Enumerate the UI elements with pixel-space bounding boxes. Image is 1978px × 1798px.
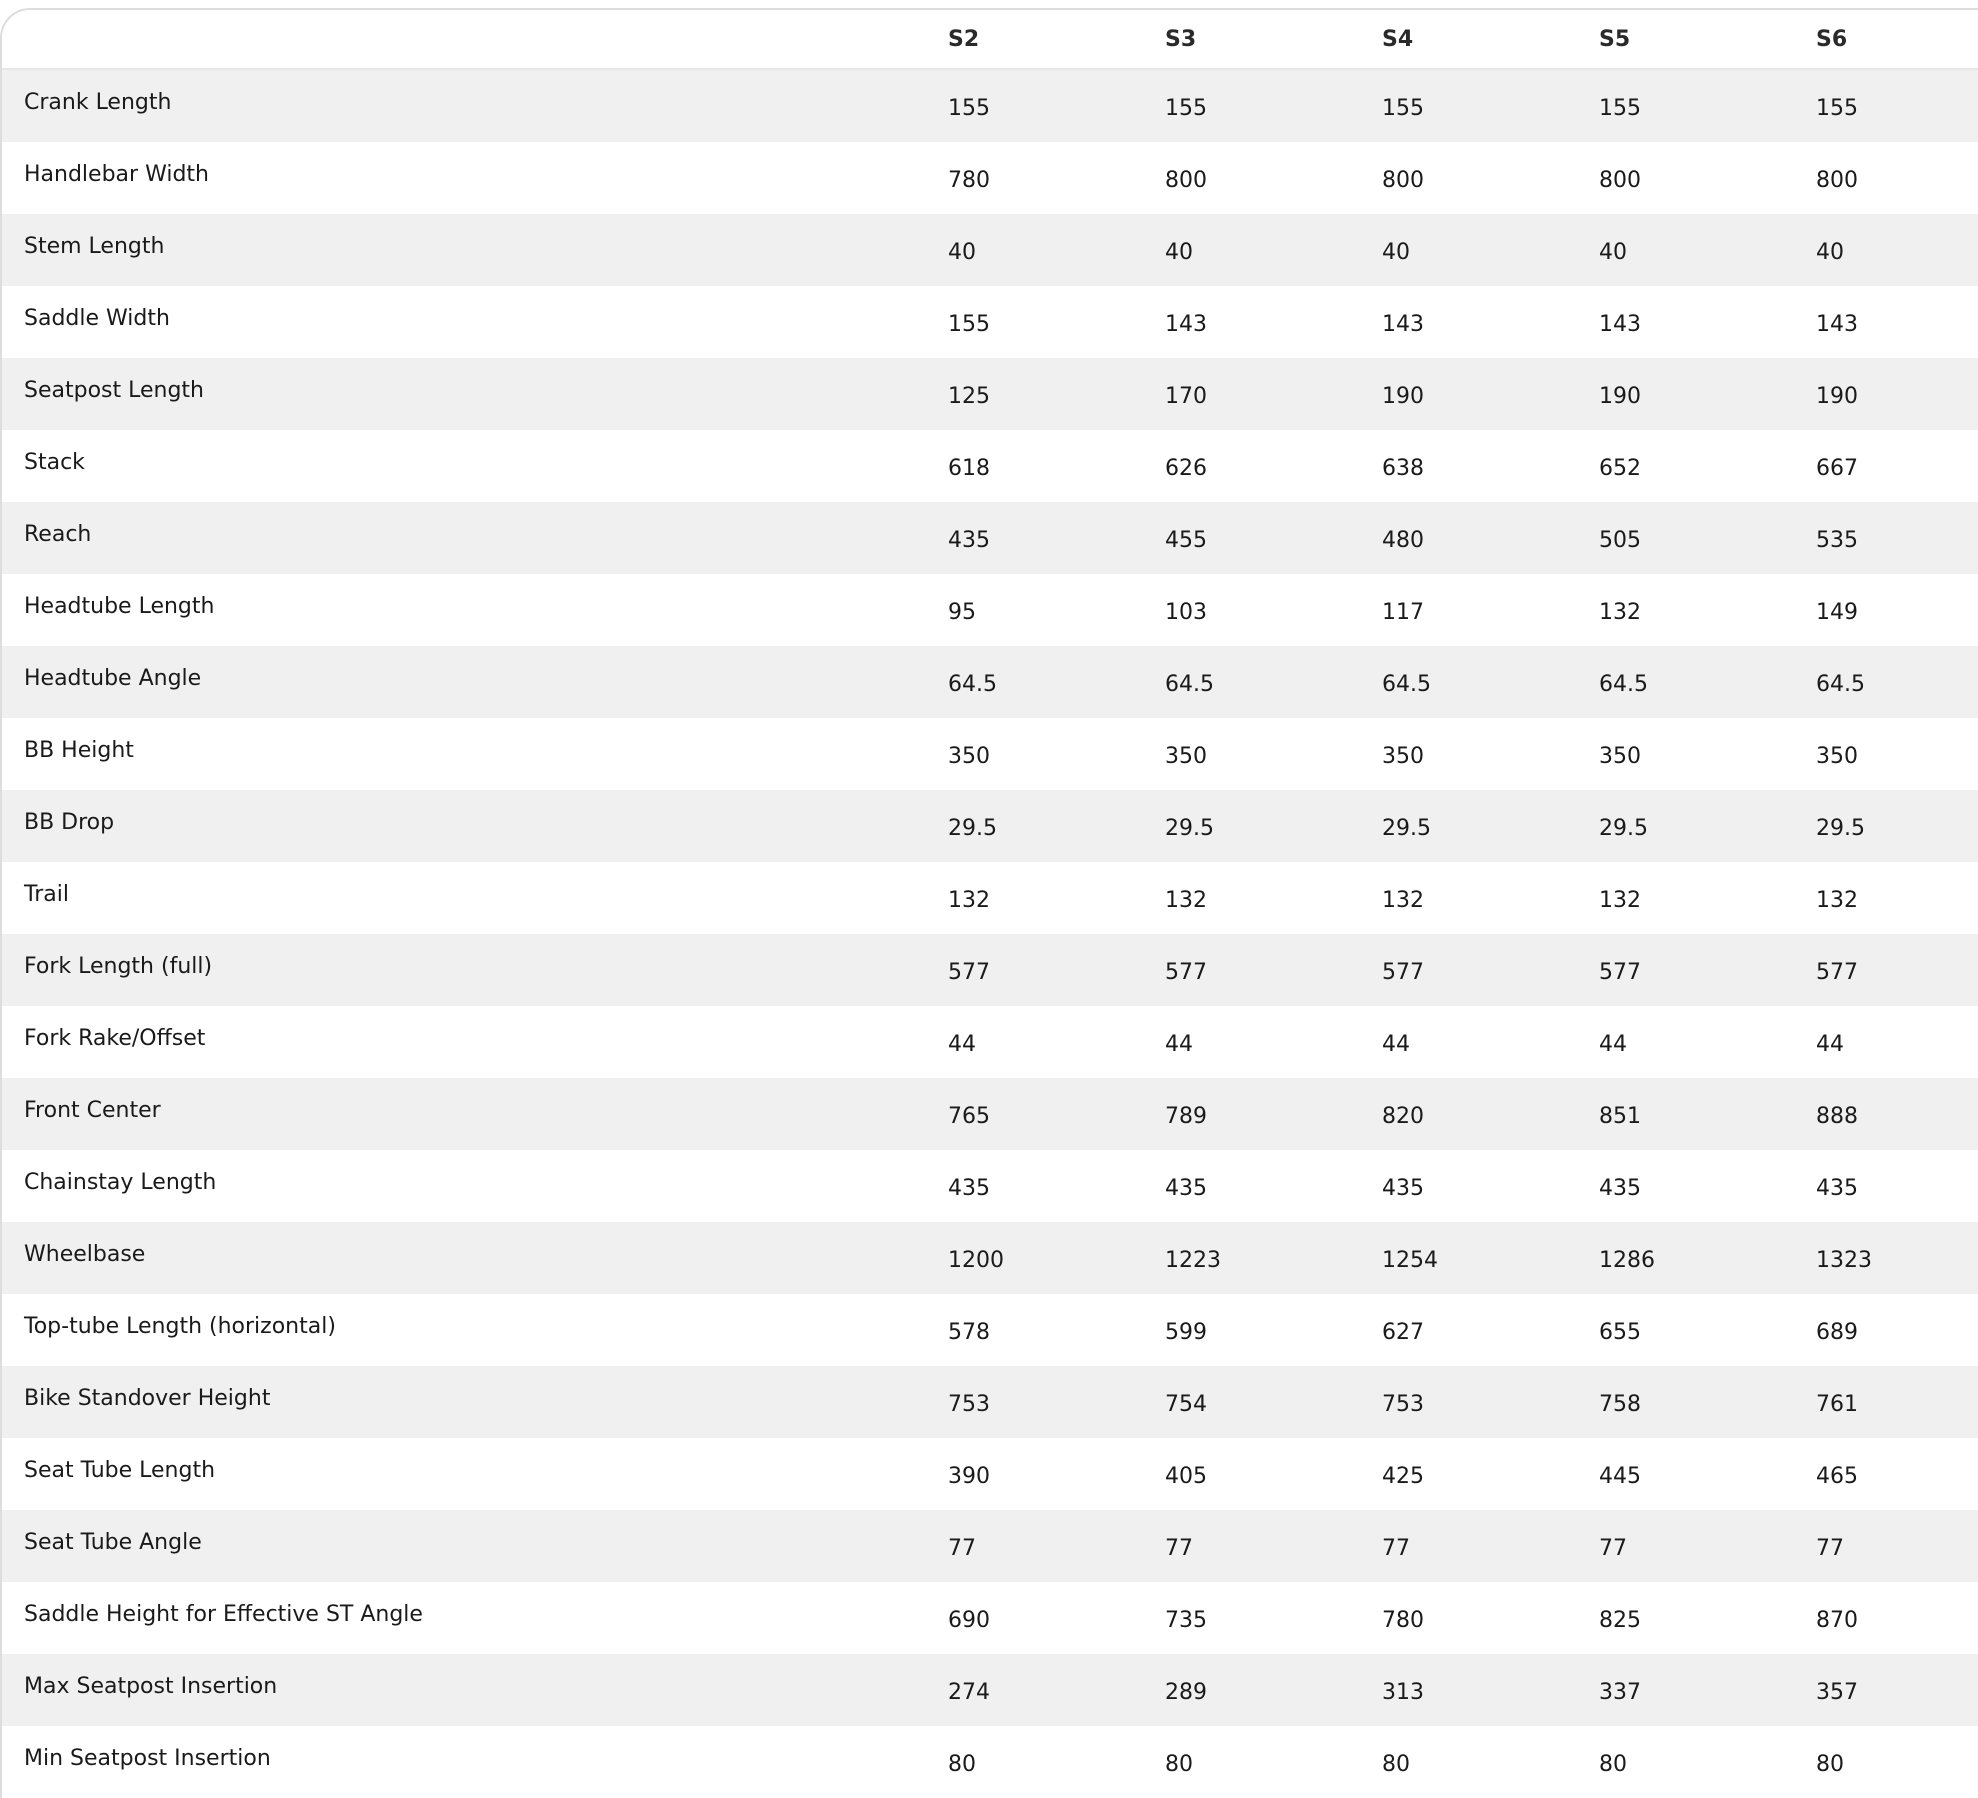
- size-header-s5: S5: [1599, 10, 1816, 70]
- value-cell-s2: 125: [948, 358, 1165, 430]
- value-cell-s3: 103: [1165, 574, 1382, 646]
- value-cell-s2: 274: [948, 1654, 1165, 1726]
- value-cell-s6: 80: [1816, 1726, 1978, 1798]
- value-cell-s2: 77: [948, 1510, 1165, 1582]
- value-cell-s5: 80: [1599, 1726, 1816, 1798]
- value-cell-s5: 190: [1599, 358, 1816, 430]
- value-cell-s5: 577: [1599, 934, 1816, 1006]
- value-cell-s4: 155: [1382, 70, 1599, 142]
- table-row: [2, 1438, 1978, 1510]
- row-label: Front Center: [2, 1078, 948, 1150]
- value-cell-s5: 445: [1599, 1438, 1816, 1510]
- value-cell-s5: 652: [1599, 430, 1816, 502]
- value-cell-s4: 132: [1382, 862, 1599, 934]
- geometry-table: [0, 8, 1978, 1798]
- value-cell-s3: 577: [1165, 934, 1382, 1006]
- table-row: [2, 286, 1978, 358]
- table-row: [2, 574, 1978, 646]
- value-cell-s6: 535: [1816, 502, 1978, 574]
- value-cell-s3: 405: [1165, 1438, 1382, 1510]
- value-cell-s2: 780: [948, 142, 1165, 214]
- value-cell-s6: 761: [1816, 1366, 1978, 1438]
- value-cell-s3: 40: [1165, 214, 1382, 286]
- value-cell-s6: 870: [1816, 1582, 1978, 1654]
- value-cell-s6: 350: [1816, 718, 1978, 790]
- value-cell-s6: 667: [1816, 430, 1978, 502]
- row-label: Headtube Length: [2, 574, 948, 646]
- row-label: Wheelbase: [2, 1222, 948, 1294]
- table-row: [2, 430, 1978, 502]
- value-cell-s6: 1323: [1816, 1222, 1978, 1294]
- row-label: Reach: [2, 502, 948, 574]
- value-cell-s3: 455: [1165, 502, 1382, 574]
- value-cell-s3: 155: [1165, 70, 1382, 142]
- value-cell-s3: 754: [1165, 1366, 1382, 1438]
- value-cell-s5: 132: [1599, 862, 1816, 934]
- table-row: [2, 142, 1978, 214]
- value-cell-s6: 689: [1816, 1294, 1978, 1366]
- table-row: [2, 1222, 1978, 1294]
- row-label: Chainstay Length: [2, 1150, 948, 1222]
- value-cell-s2: 435: [948, 502, 1165, 574]
- value-cell-s3: 800: [1165, 142, 1382, 214]
- value-cell-s5: 77: [1599, 1510, 1816, 1582]
- value-cell-s2: 350: [948, 718, 1165, 790]
- row-label: Headtube Angle: [2, 646, 948, 718]
- value-cell-s3: 170: [1165, 358, 1382, 430]
- table-row: [2, 1006, 1978, 1078]
- table-row: [2, 214, 1978, 286]
- value-cell-s3: 350: [1165, 718, 1382, 790]
- value-cell-s2: 29.5: [948, 790, 1165, 862]
- row-label: Trail: [2, 862, 948, 934]
- value-cell-s4: 143: [1382, 286, 1599, 358]
- table-row: [2, 1582, 1978, 1654]
- value-cell-s2: 390: [948, 1438, 1165, 1510]
- table-row: [2, 1510, 1978, 1582]
- value-cell-s4: 638: [1382, 430, 1599, 502]
- table-row: [2, 718, 1978, 790]
- value-cell-s5: 825: [1599, 1582, 1816, 1654]
- value-cell-s3: 132: [1165, 862, 1382, 934]
- value-cell-s3: 29.5: [1165, 790, 1382, 862]
- value-cell-s5: 1286: [1599, 1222, 1816, 1294]
- table-row: [2, 1726, 1978, 1798]
- value-cell-s3: 435: [1165, 1150, 1382, 1222]
- value-cell-s2: 618: [948, 430, 1165, 502]
- table-row: [2, 1078, 1978, 1150]
- table-row: [2, 1150, 1978, 1222]
- value-cell-s5: 64.5: [1599, 646, 1816, 718]
- value-cell-s4: 80: [1382, 1726, 1599, 1798]
- value-cell-s5: 337: [1599, 1654, 1816, 1726]
- value-cell-s5: 758: [1599, 1366, 1816, 1438]
- value-cell-s4: 435: [1382, 1150, 1599, 1222]
- table-row: [2, 502, 1978, 574]
- row-label: Saddle Height for Effective ST Angle: [2, 1582, 948, 1654]
- value-cell-s2: 1200: [948, 1222, 1165, 1294]
- value-cell-s4: 800: [1382, 142, 1599, 214]
- value-cell-s3: 64.5: [1165, 646, 1382, 718]
- value-cell-s6: 800: [1816, 142, 1978, 214]
- value-cell-s3: 44: [1165, 1006, 1382, 1078]
- value-cell-s6: 44: [1816, 1006, 1978, 1078]
- value-cell-s6: 40: [1816, 214, 1978, 286]
- value-cell-s6: 132: [1816, 862, 1978, 934]
- row-label: Stem Length: [2, 214, 948, 286]
- row-label: Bike Standover Height: [2, 1366, 948, 1438]
- value-cell-s3: 735: [1165, 1582, 1382, 1654]
- value-cell-s4: 753: [1382, 1366, 1599, 1438]
- row-label: Seat Tube Length: [2, 1438, 948, 1510]
- value-cell-s2: 80: [948, 1726, 1165, 1798]
- value-cell-s5: 435: [1599, 1150, 1816, 1222]
- row-label: Saddle Width: [2, 286, 948, 358]
- value-cell-s2: 577: [948, 934, 1165, 1006]
- size-header-s2: S2: [948, 10, 1165, 70]
- header-corner-cell: [2, 10, 948, 70]
- value-cell-s3: 77: [1165, 1510, 1382, 1582]
- row-label: Seatpost Length: [2, 358, 948, 430]
- value-cell-s4: 64.5: [1382, 646, 1599, 718]
- row-label: BB Drop: [2, 790, 948, 862]
- value-cell-s3: 289: [1165, 1654, 1382, 1726]
- size-header-s6: S6: [1816, 10, 1978, 70]
- value-cell-s4: 117: [1382, 574, 1599, 646]
- table-row: [2, 934, 1978, 1006]
- value-cell-s4: 627: [1382, 1294, 1599, 1366]
- row-label: Crank Length: [2, 70, 948, 142]
- value-cell-s6: 577: [1816, 934, 1978, 1006]
- value-cell-s4: 480: [1382, 502, 1599, 574]
- size-header-s3: S3: [1165, 10, 1382, 70]
- value-cell-s5: 800: [1599, 142, 1816, 214]
- value-cell-s2: 64.5: [948, 646, 1165, 718]
- value-cell-s2: 690: [948, 1582, 1165, 1654]
- value-cell-s4: 350: [1382, 718, 1599, 790]
- value-cell-s5: 143: [1599, 286, 1816, 358]
- row-label: Min Seatpost Insertion: [2, 1726, 948, 1798]
- value-cell-s2: 578: [948, 1294, 1165, 1366]
- table-row: [2, 1294, 1978, 1366]
- row-label: Max Seatpost Insertion: [2, 1654, 948, 1726]
- value-cell-s5: 350: [1599, 718, 1816, 790]
- value-cell-s2: 95: [948, 574, 1165, 646]
- value-cell-s6: 435: [1816, 1150, 1978, 1222]
- value-cell-s2: 765: [948, 1078, 1165, 1150]
- value-cell-s2: 155: [948, 70, 1165, 142]
- table-row: [2, 862, 1978, 934]
- row-label: Stack: [2, 430, 948, 502]
- value-cell-s4: 1254: [1382, 1222, 1599, 1294]
- size-header-s4: S4: [1382, 10, 1599, 70]
- value-cell-s5: 851: [1599, 1078, 1816, 1150]
- value-cell-s6: 155: [1816, 70, 1978, 142]
- table-row: [2, 790, 1978, 862]
- row-label: Top-tube Length (horizontal): [2, 1294, 948, 1366]
- value-cell-s4: 77: [1382, 1510, 1599, 1582]
- value-cell-s6: 77: [1816, 1510, 1978, 1582]
- table-body: [2, 70, 1978, 1798]
- value-cell-s4: 40: [1382, 214, 1599, 286]
- value-cell-s6: 143: [1816, 286, 1978, 358]
- value-cell-s3: 80: [1165, 1726, 1382, 1798]
- value-cell-s2: 753: [948, 1366, 1165, 1438]
- value-cell-s4: 820: [1382, 1078, 1599, 1150]
- value-cell-s5: 655: [1599, 1294, 1816, 1366]
- value-cell-s3: 143: [1165, 286, 1382, 358]
- value-cell-s4: 425: [1382, 1438, 1599, 1510]
- value-cell-s6: 149: [1816, 574, 1978, 646]
- row-label: BB Height: [2, 718, 948, 790]
- value-cell-s3: 789: [1165, 1078, 1382, 1150]
- value-cell-s5: 40: [1599, 214, 1816, 286]
- value-cell-s4: 190: [1382, 358, 1599, 430]
- table-row: [2, 1654, 1978, 1726]
- value-cell-s4: 29.5: [1382, 790, 1599, 862]
- value-cell-s5: 132: [1599, 574, 1816, 646]
- value-cell-s5: 44: [1599, 1006, 1816, 1078]
- table-row: [2, 358, 1978, 430]
- value-cell-s2: 435: [948, 1150, 1165, 1222]
- value-cell-s4: 577: [1382, 934, 1599, 1006]
- value-cell-s6: 888: [1816, 1078, 1978, 1150]
- row-label: Fork Rake/Offset: [2, 1006, 948, 1078]
- table-row: [2, 646, 1978, 718]
- value-cell-s3: 626: [1165, 430, 1382, 502]
- header-row: [2, 10, 1978, 70]
- value-cell-s6: 29.5: [1816, 790, 1978, 862]
- value-cell-s2: 132: [948, 862, 1165, 934]
- value-cell-s5: 505: [1599, 502, 1816, 574]
- table-row: [2, 1366, 1978, 1438]
- value-cell-s4: 313: [1382, 1654, 1599, 1726]
- row-label: Fork Length (full): [2, 934, 948, 1006]
- value-cell-s6: 465: [1816, 1438, 1978, 1510]
- value-cell-s6: 64.5: [1816, 646, 1978, 718]
- value-cell-s2: 44: [948, 1006, 1165, 1078]
- value-cell-s4: 780: [1382, 1582, 1599, 1654]
- value-cell-s4: 44: [1382, 1006, 1599, 1078]
- value-cell-s3: 599: [1165, 1294, 1382, 1366]
- value-cell-s5: 29.5: [1599, 790, 1816, 862]
- value-cell-s6: 357: [1816, 1654, 1978, 1726]
- table-row: [2, 70, 1978, 142]
- value-cell-s6: 190: [1816, 358, 1978, 430]
- value-cell-s2: 40: [948, 214, 1165, 286]
- value-cell-s3: 1223: [1165, 1222, 1382, 1294]
- row-label: Handlebar Width: [2, 142, 948, 214]
- value-cell-s5: 155: [1599, 70, 1816, 142]
- value-cell-s2: 155: [948, 286, 1165, 358]
- row-label: Seat Tube Angle: [2, 1510, 948, 1582]
